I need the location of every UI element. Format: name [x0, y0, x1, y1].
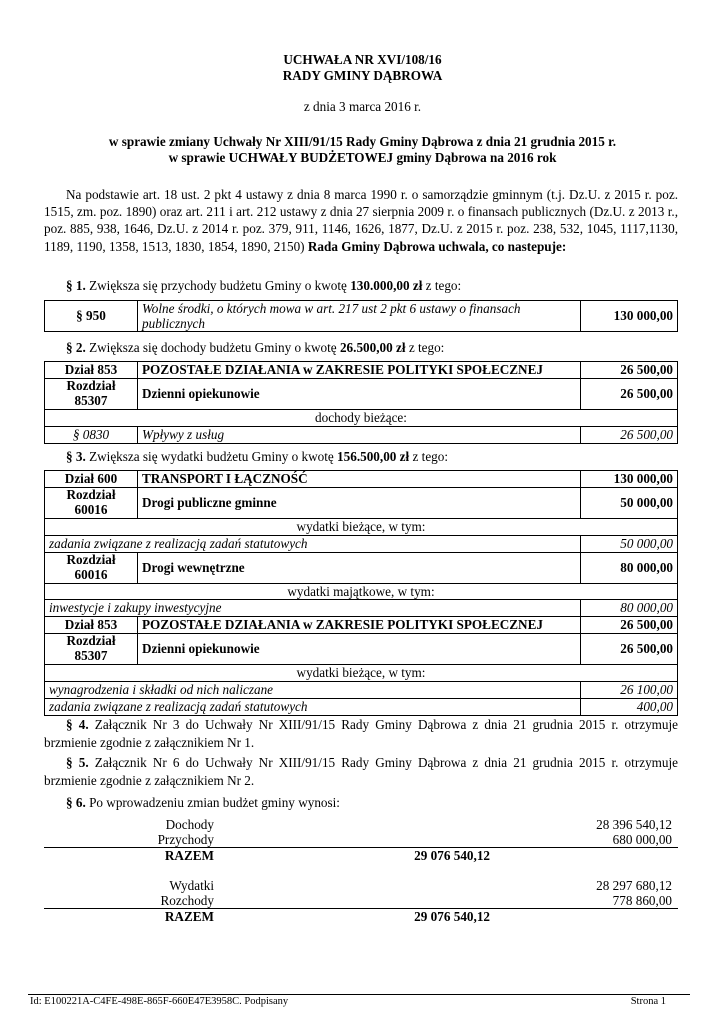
table-cell-dzial-name: POZOSTAŁE DZIAŁANIA w ZAKRESIE POLITYKI SPOŁECZNEJ	[138, 362, 581, 379]
summary-wydatki-value: 28 297 680,12	[596, 878, 672, 893]
table-cell-rozdzial-name: Dzienni opiekunowie	[138, 634, 581, 665]
table-cell-value: 130 000,00	[581, 301, 678, 332]
table-cell-dzial-name: POZOSTAŁE DZIAŁANIA w ZAKRESIE POLITYKI SPOŁECZNEJ	[138, 617, 581, 634]
table-cell-item-name: zadania związane z realizacją zadań statutowych	[45, 535, 581, 552]
table-cell-rozdzial-name: Drogi wewnętrzne	[138, 552, 581, 583]
footer-page-number: Strona 1	[630, 996, 666, 1007]
table-cell-dzial: Dział 600	[45, 471, 138, 488]
table-cell-group: wydatki bieżące, w tym:	[45, 665, 678, 682]
summary-razem-value: 29 076 540,12	[414, 848, 490, 863]
table-cell-item-code: § 0830	[45, 426, 138, 443]
footer-document-id: Id: E100221A-C4FE-498E-865F-660E47E3958C. Podpisany	[30, 996, 289, 1007]
table-cell-rozdzial: Rozdział 60016	[45, 487, 138, 518]
table-cell-item-value: 400,00	[581, 698, 678, 715]
summary-razem-value: 29 076 540,12	[414, 909, 490, 924]
summary-rozchody-value: 778 860,00	[612, 893, 672, 908]
table-cell-item-name: Wpływy z usług	[138, 426, 581, 443]
paragraph-6: § 6. Po wprowadzeniu zmian budżet gminy wynosi:	[66, 795, 340, 810]
subject-line-2: w sprawie UCHWAŁY BUDŻETOWEJ gminy Dąbrowa na 2016 rok	[168, 150, 557, 165]
summary-dochody-label: Dochody	[165, 817, 214, 832]
paragraph-1: § 1. Zwiększa się przychody budżetu Gminy o kwotę 130.000,00 zł z tego:	[66, 278, 462, 293]
table-cell-item-value: 26 500,00	[581, 426, 678, 443]
table-cell-item-value: 26 100,00	[581, 681, 678, 698]
table-cell-group: dochody bieżące:	[45, 409, 678, 426]
table-cell-rozdzial-value: 26 500,00	[581, 634, 678, 665]
table-cell-rozdzial-name: Drogi publiczne gminne	[138, 487, 581, 518]
summary-przychody-label: Przychody	[157, 832, 214, 847]
council-name: RADY GMINY DĄBROWA	[282, 68, 443, 83]
table-cell-dzial: Dział 853	[45, 617, 138, 634]
table-cell-rozdzial-value: 50 000,00	[581, 487, 678, 518]
table-cell-dzial-value: 26 500,00	[581, 362, 678, 379]
table-cell-dzial: Dział 853	[45, 362, 138, 379]
summary-razem-label: RAZEM	[164, 848, 214, 863]
table-cell-rozdzial: Rozdział 85307	[45, 378, 138, 409]
expenditure-table	[44, 470, 678, 716]
table-cell-item-value: 50 000,00	[581, 535, 678, 552]
table-cell-rozdzial-value: 26 500,00	[581, 378, 678, 409]
table-cell-desc: Wolne środki, o których mowa w art. 217 ust 2 pkt 6 ustawy o finansach publicznych	[138, 301, 581, 332]
table-cell-dzial-value: 26 500,00	[581, 617, 678, 634]
summary-przychody-value: 680 000,00	[612, 832, 672, 847]
table-cell-dzial-value: 130 000,00	[581, 471, 678, 488]
table-cell-item-name: zadania związane z realizacją zadań statutowych	[45, 698, 581, 715]
table-cell-rozdzial-name: Dzienni opiekunowie	[138, 378, 581, 409]
table-cell-group: wydatki majątkowe, w tym:	[45, 583, 678, 600]
summary-razem-label: RAZEM	[164, 909, 214, 924]
table-cell-group: wydatki bieżące, w tym:	[45, 518, 678, 535]
table-cell-item-name: wynagrodzenia i składki od nich naliczane	[45, 681, 581, 698]
footer-rule	[28, 994, 690, 995]
table-cell-rozdzial: Rozdział 85307	[45, 634, 138, 665]
paragraph-4: § 4. Załącznik Nr 3 do Uchwały Nr XIII/91/15 Rady Gminy Dąbrowa z dnia 21 grudnia 2015 r. otrzymuje brzmienie zgodnie z załącznikiem Nr 1.	[44, 717, 679, 750]
paragraph-5: § 5. Załącznik Nr 6 do Uchwały Nr XIII/91/15 Rady Gminy Dąbrowa z dnia 21 grudnia 2015 r. otrzymuje brzmienie zgodnie z załącznikiem Nr 2.	[44, 755, 679, 788]
document-title: UCHWAŁA NR XVI/108/16	[283, 52, 442, 67]
paragraph-3: § 3. Zwiększa się wydatki budżetu Gminy o kwotę 156.500,00 zł z tego:	[66, 449, 449, 464]
subject-line-1: w sprawie zmiany Uchwały Nr XIII/91/15 Rady Gminy Dąbrowa z dnia 21 grudnia 2015 r.	[108, 134, 617, 149]
preamble-bold: Rada Gminy Dąbrowa uchwala, co nastepuje:	[307, 238, 567, 254]
preamble-text: Na podstawie art. 18 ust. 2 pkt 4 ustawy z dnia 8 marca 1990 r. o samorządzie gminnym (t.j. Dz.U. z 2015 r. poz. 1515, zm. poz. 1890) oraz art. 211 i art. 212 ustawy z dnia 27 sierpnia 2009 r. o finansach publicznych (Dz.U. z 2013 r., poz. 885, 938, 1646, Dz.U. z 2014 r. poz. 379, 911, 1146, 1626, 1877, Dz.U. z 2015 r. poz. 238, 532, 1045, 1117,1130, 1189, 1190, 1358, 1513, 1830, 1854, 1890, 2150)	[44, 187, 678, 254]
income-table	[44, 361, 678, 444]
table-cell-item-value: 80 000,00	[581, 600, 678, 617]
table-cell-rozdzial: Rozdział 60016	[45, 552, 138, 583]
table-cell-dzial-name: TRANSPORT I ŁĄCZNOŚĆ	[138, 471, 581, 488]
table-cell-code: § 950	[45, 301, 138, 332]
summary-dochody-value: 28 396 540,12	[596, 817, 672, 832]
preamble	[44, 186, 678, 255]
revenue-table	[44, 300, 678, 332]
summary-wydatki-label: Wydatki	[169, 878, 214, 893]
document-date: z dnia 3 marca 2016 r.	[303, 99, 422, 114]
table-cell-item-name: inwestycje i zakupy inwestycyjne	[45, 600, 581, 617]
summary-rozchody-label: Rozchody	[160, 893, 214, 908]
paragraph-2: § 2. Zwiększa się dochody budżetu Gminy o kwotę 26.500,00 zł z tego:	[66, 340, 445, 355]
table-cell-rozdzial-value: 80 000,00	[581, 552, 678, 583]
